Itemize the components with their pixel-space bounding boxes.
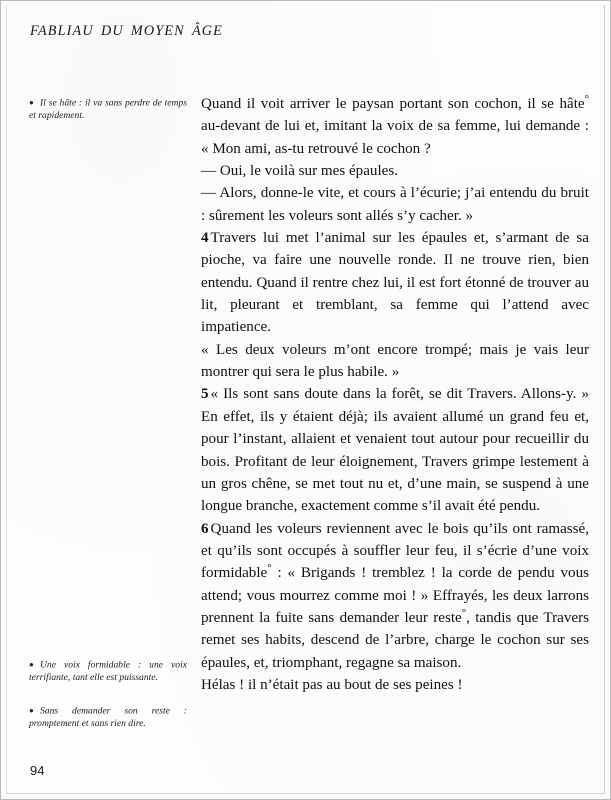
footnote-marker-icon: ° — [584, 92, 589, 105]
paragraph-4 — [201, 227, 589, 383]
gloss-bullet-icon: ● — [29, 660, 34, 669]
gloss-text: Il se hâte : il va sans perdre de temps et rapidement. — [29, 97, 187, 121]
footnote-marker-icon: ° — [267, 562, 272, 575]
intro-text-part-2: au-devant de lui et, imitant la voix de sa femme, lui demande : « Mon ami, as-tu retrouvé le cochon ? — [201, 118, 589, 157]
paragraph-line — [201, 383, 589, 517]
paragraph-line — [201, 93, 589, 160]
paragraph-6 — [201, 518, 589, 697]
paragraph-number: 4 — [201, 230, 209, 247]
gloss-bullet-icon: ● — [29, 706, 34, 715]
paragraph-line — [201, 518, 589, 674]
paragraph-text-part-2: : « Brigands ! tremblez ! la corde de pendu vous attend; vous mourrez comme moi ! » Effrayés, les deux larrons prennent la fuite sans demander leur reste — [201, 565, 589, 626]
margin-gloss-note — [29, 97, 187, 122]
paragraph-line: « Les deux voleurs m’ont encore trompé; mais je vais leur montrer qui sera le plus habile. » — [201, 341, 589, 381]
paragraph-intro — [201, 93, 589, 227]
paragraph-text-part-1: Quand les voleurs reviennent avec le bois qu’ils ont ramassé, et qu’ils sont occupés à souffler leur feu, il s’écrie d’une voix formidable — [201, 520, 589, 582]
paragraph-line — [201, 227, 589, 339]
paragraph-line: — Oui, le voilà sur mes épaules. — [201, 163, 399, 180]
margin-gloss-note — [29, 659, 187, 684]
footnote-marker-icon: ° — [461, 606, 467, 619]
paragraph-number: 6 — [201, 520, 209, 537]
intro-text-part-1: Quand il voit arriver le paysan portant son cochon, il se hâte — [201, 96, 585, 112]
margin-gloss-note — [29, 705, 187, 730]
paragraph-line: Hélas ! il n’était pas au bout de ses peines ! — [201, 676, 463, 693]
page-number: 94 — [30, 763, 45, 778]
paragraph-text: « Ils sont sans doute dans la forêt, se dit Travers. Allons-y. » En effet, ils y étaient déjà; ils avaient allumé un grand feu et, pour l’instant, allaient et venaient tout autour pour recueillir du bois. Profitant de leur éloignement, Travers grimpe lestement à un gros chêne, se met tout nu et, d’une main, se suspend à une longue branche, exactement comme s’il avait été pendu. — [201, 386, 589, 515]
gloss-text: Sans demander son reste : promptement et sans rien dire. — [29, 705, 187, 729]
margin-gloss-column — [29, 97, 187, 729]
paragraph-text: Travers lui met l’animal sur les épaules et, s’armant de sa pioche, va faire une nouvelle ronde. Il ne trouve rien, bien entendu. Quand il rentre chez lui, il est fort étonné de trouver au lit, pleurant et tremblant, sa femme qui l’attend avec impatience. — [201, 230, 589, 336]
paragraph-line: — Alors, donne-le vite, et cours à l’écurie; j’ai entendu du bruit : sûrement les voleurs sont allés s’y cacher. » — [201, 185, 589, 224]
running-head: FABLIAU DU MOYEN ÂGE — [30, 23, 223, 39]
main-text-column — [201, 93, 589, 696]
paragraph-5 — [201, 383, 589, 517]
paragraph-number: 5 — [201, 386, 209, 403]
gloss-text: Une voix formidable : une voix terrifiante, tant elle est puissante. — [29, 659, 187, 683]
gloss-bullet-icon: ● — [29, 98, 34, 107]
paragraph-text-part-3: , tandis que Travers remet ses habits, descend de l’arbre, charge le cochon sur ses épaules, et, triomphant, regagne sa maison. — [201, 609, 589, 671]
